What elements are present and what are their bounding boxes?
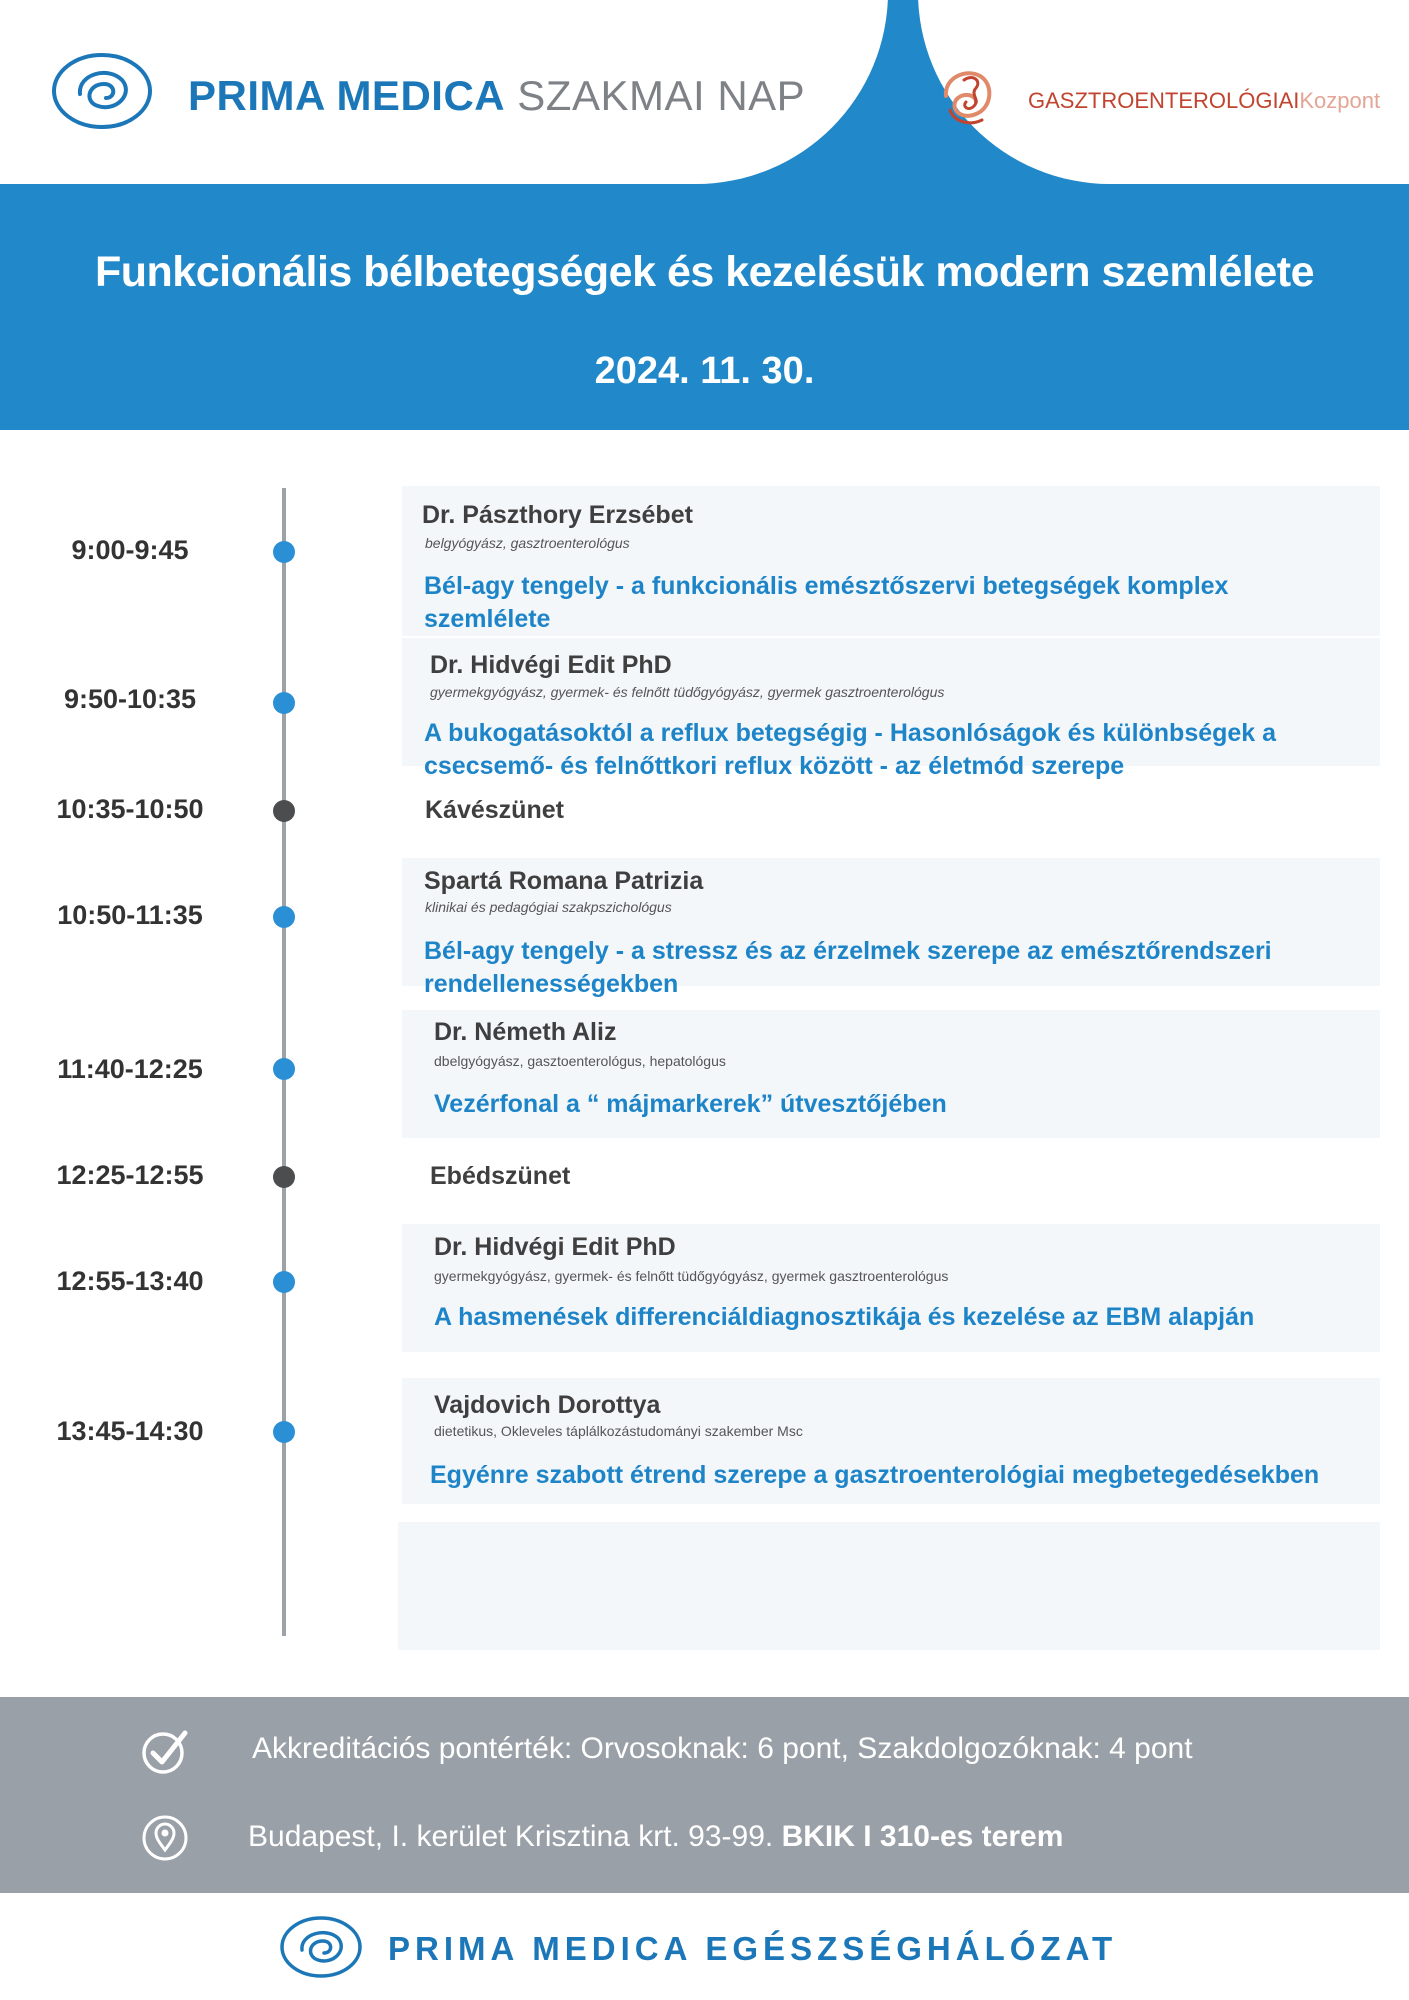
brand-bold: PRIMA MEDICA (188, 72, 506, 119)
room-text: BKIK I 310-es terem (781, 1820, 1064, 1853)
speaker-role: dbelgyógyász, gasztoenterológus, hepatológus (434, 1053, 726, 1069)
speaker-name: Dr. Hidvégi Edit PhD (430, 651, 672, 679)
timeline-dot (273, 1271, 295, 1293)
session-time: 11:40-12:25 (57, 1054, 203, 1084)
info-footer (0, 1697, 1409, 1893)
break-time: 12:25-12:55 (56, 1160, 204, 1190)
partner-light: Kozpont (1299, 88, 1381, 113)
prima-medica-logo-icon (50, 50, 154, 132)
session-time: 12:55-13:40 (56, 1266, 204, 1296)
break-time: 10:35-10:50 (56, 794, 204, 824)
empty-card (398, 1522, 1380, 1650)
break-label: Ebédszünet (430, 1162, 571, 1190)
speaker-role: gyermekgyógyász, gyermek- és felnőtt tüdőgyógyász, gyermek gasztroenterológus (434, 1268, 949, 1284)
partner-name (1028, 88, 1380, 114)
page-title: Funkcionális bélbetegségek és kezelésük modern szemlélete (94, 248, 1315, 296)
timeline-dot (273, 541, 295, 563)
gastro-center-logo-icon (936, 64, 1000, 130)
timeline-dot (273, 1421, 295, 1443)
speaker-role: gyermekgyógyász, gyermek- és felnőtt tüdőgyógyász, gyermek gasztroenterológus (430, 684, 945, 700)
talk-title: A hasmenések differenciáldiagnosztikája és kezelése az EBM alapján (434, 1303, 1255, 1331)
session-time: 9:50-10:35 (63, 684, 197, 714)
session-time: 9:00-9:45 (71, 535, 189, 565)
prima-medica-logo-icon (278, 1914, 364, 1980)
speaker-role: dietetikus, Okleveles táplálkozástudományi szakember Msc (434, 1423, 803, 1439)
speaker-name: Vajdovich Dorottya (434, 1391, 661, 1419)
speaker-name: Dr. Németh Aliz (434, 1018, 617, 1046)
speaker-name: Spartá Romana Patrizia (424, 867, 704, 895)
address-text: Budapest, I. kerület Krisztina krt. 93-99. (248, 1820, 774, 1853)
accreditation-text: Akkreditációs pontérték: Orvosoknak: 6 pont, Szakdolgozóknak: 4 pont (252, 1732, 1193, 1765)
speaker-name: Dr. Pászthory Erzsébet (422, 501, 693, 529)
network-name: PRIMA MEDICA EGÉSZSÉGHÁLÓZAT (388, 1930, 1118, 1967)
talk-title: Vezérfonal a “ májmarkerek” útvesztőjében (434, 1090, 947, 1118)
address-line (248, 1820, 1063, 1854)
timeline-dot (273, 906, 295, 928)
speaker-role: belgyógyász, gasztroenterológus (425, 535, 630, 551)
timeline-dot (273, 1058, 295, 1080)
timeline-dot (273, 692, 295, 714)
speaker-name: Dr. Hidvégi Edit PhD (434, 1233, 676, 1261)
checkmark-circle-icon (141, 1727, 189, 1775)
event-date: 2024. 11. 30. (594, 350, 815, 392)
brand-light: SZAKMAI NAP (517, 72, 806, 119)
session-time: 13:45-14:30 (56, 1416, 204, 1446)
partner-bold: GASZTROENTEROLÓGIAI (1028, 88, 1300, 113)
talk-title: A bukogatásoktól a reflux betegségig - Hasonlóságok és különbségek a csecsemő- és felnőttkori reflux között - az életmód szerepe (424, 719, 1277, 780)
session-time: 10:50-11:35 (57, 900, 203, 930)
brand-title (188, 72, 805, 120)
location-pin-icon (141, 1814, 189, 1862)
talk-title: Bél-agy tengely - a stressz és az érzelmek szerepe az emésztőrendszeri rendellenességekben (424, 937, 1272, 998)
talk-title: Bél-agy tengely - a funkcionális emésztőszervi betegségek komplex szemlélete (424, 572, 1229, 633)
timeline-dot-break (273, 1166, 295, 1188)
speaker-role: klinikai és pedagógiai szakpszichológus (425, 899, 672, 915)
break-label: Kávészünet (425, 796, 564, 824)
timeline-dot-break (273, 800, 295, 822)
talk-title: Egyénre szabott étrend szerepe a gasztroenterológiai megbetegedésekben (430, 1461, 1320, 1489)
